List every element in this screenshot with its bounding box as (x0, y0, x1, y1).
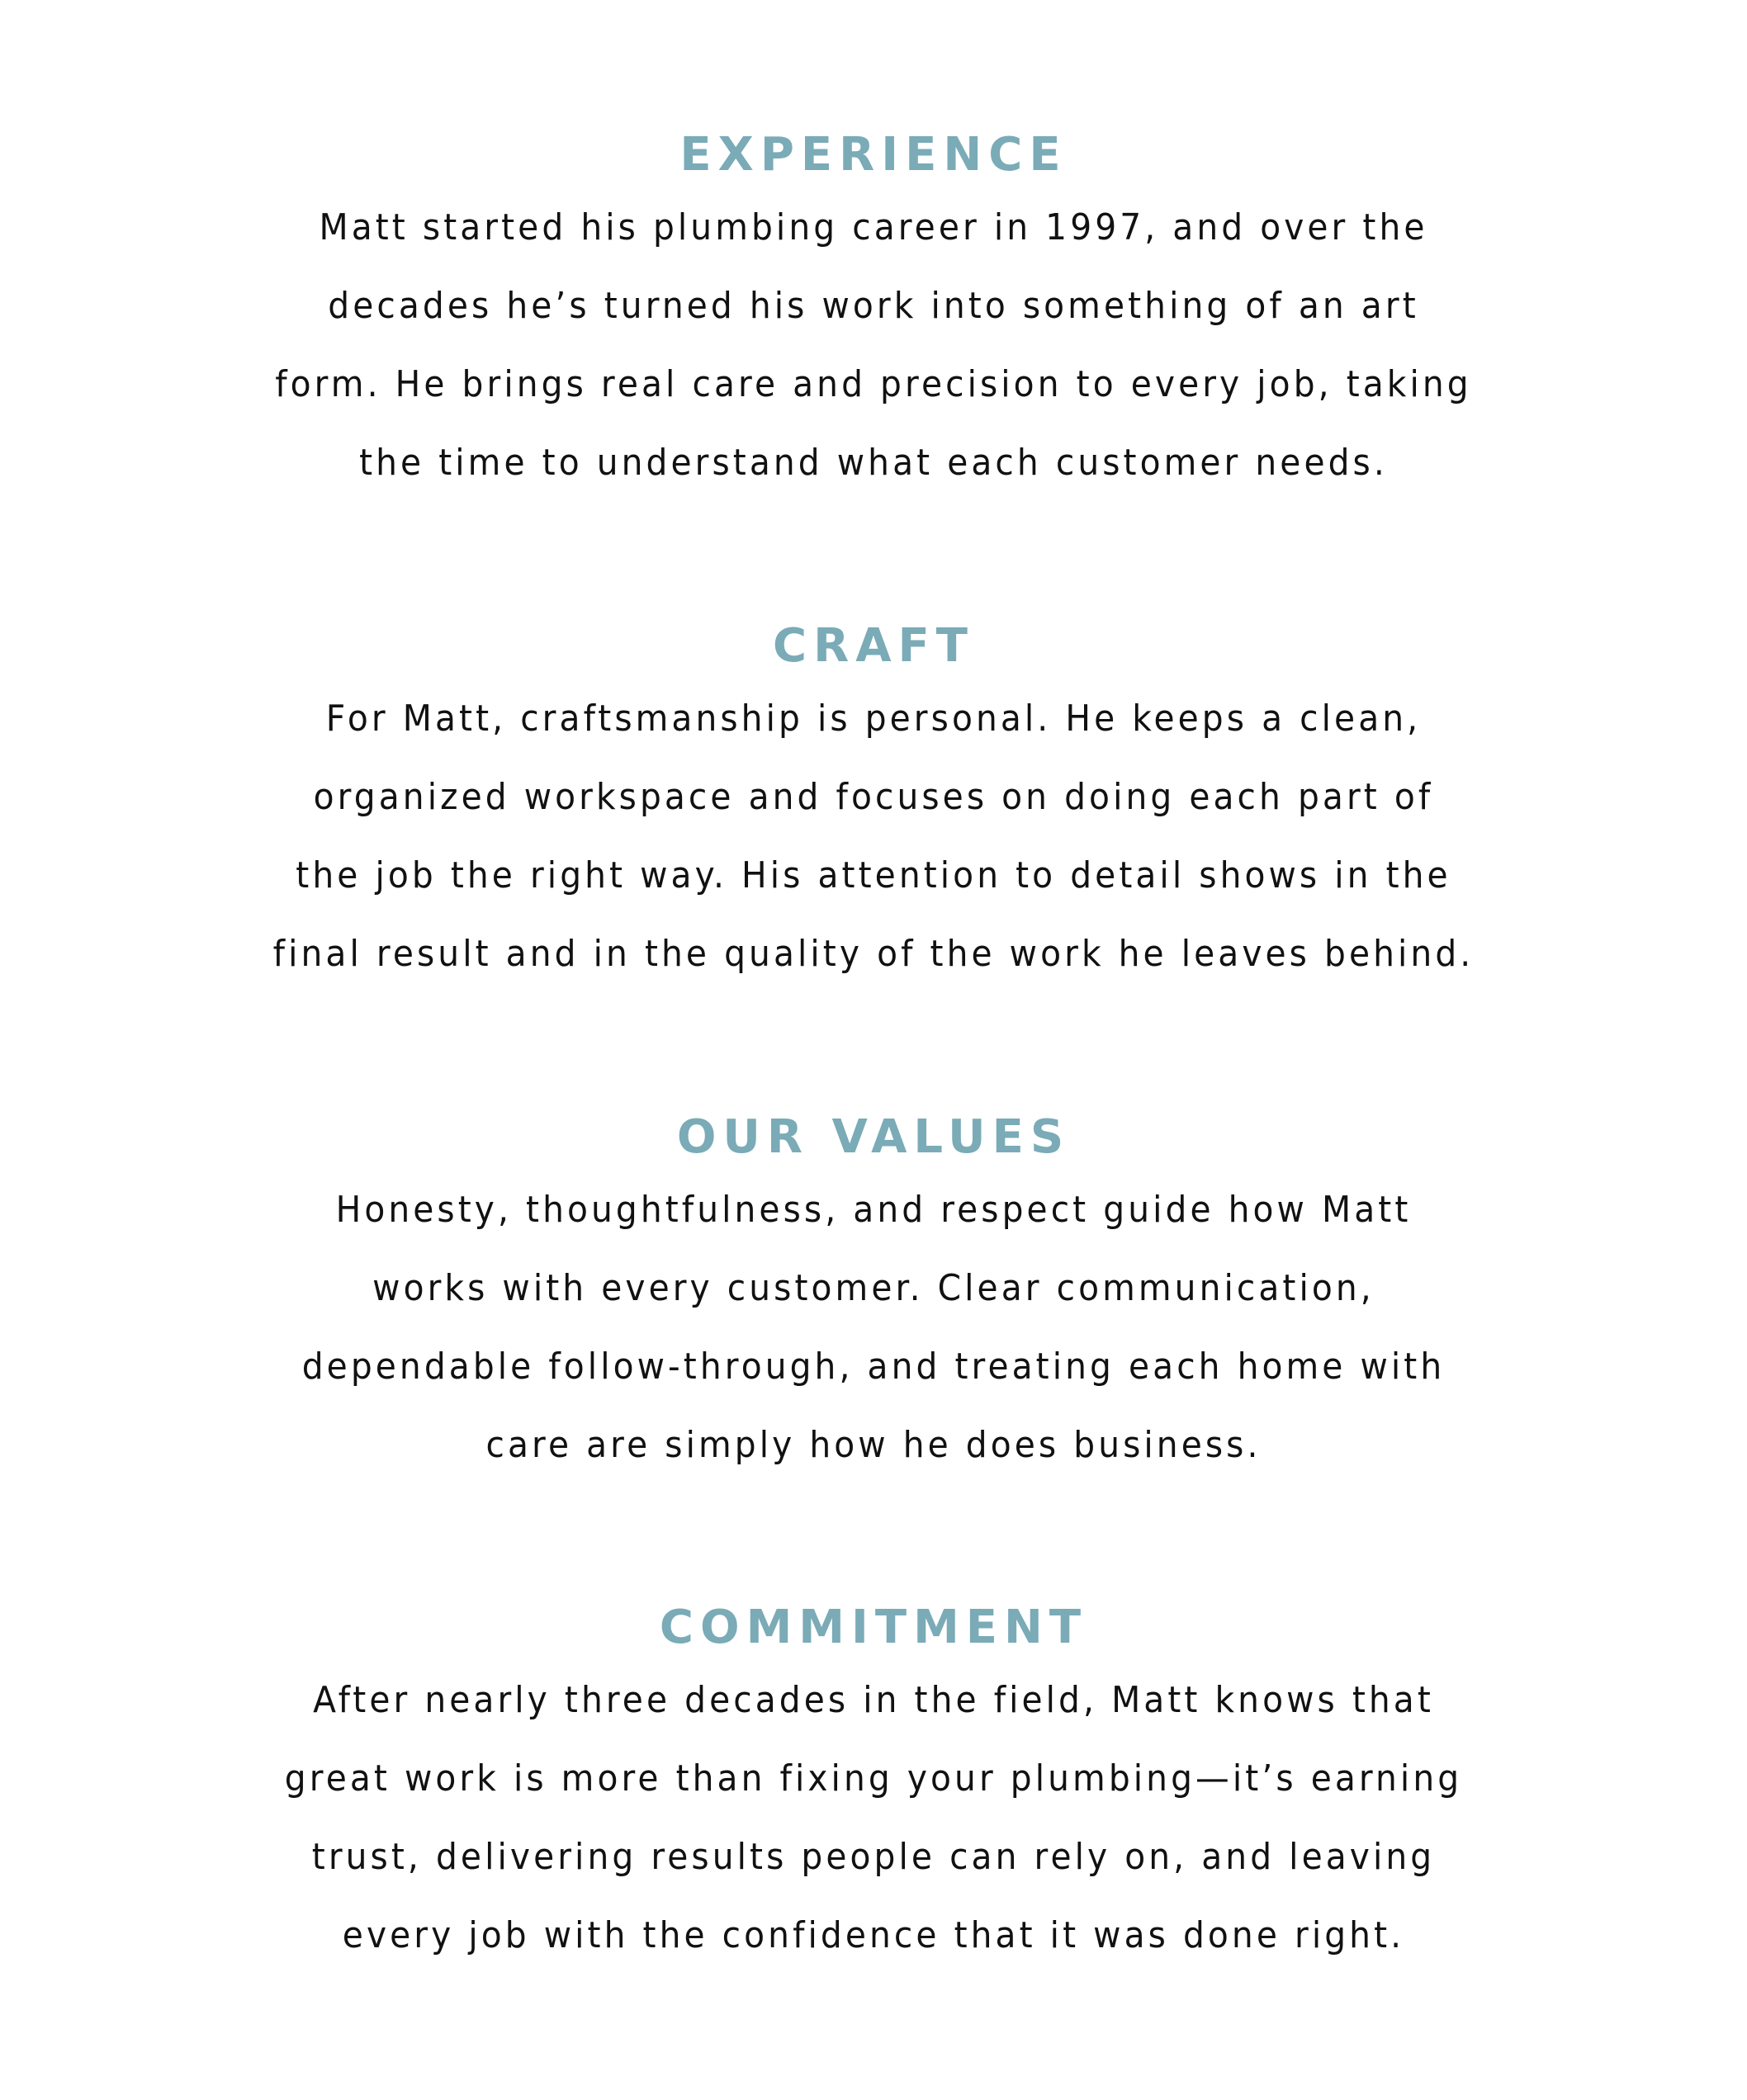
values-heading: OUR VALUES (676, 1110, 1071, 1164)
text-line: Honesty, thoughtfulness, and respect guide how Matt (335, 1189, 1412, 1231)
text-line: the time to understand what each customer needs. (359, 442, 1388, 484)
values-section (0, 1104, 1747, 1484)
text-line: the job the right way. His attention to detail shows in the (296, 854, 1451, 896)
text-line: trust, delivering results people can rely on, and leaving (311, 1836, 1436, 1878)
commitment-text (0, 1661, 1747, 1975)
craft-heading: CRAFT (772, 619, 974, 673)
text-line: every job with the confidence that it was done right. (342, 1914, 1405, 1956)
craft-text (0, 679, 1747, 993)
experience-section (0, 122, 1747, 502)
craft-section (0, 613, 1747, 993)
commitment-heading: COMMITMENT (659, 1601, 1088, 1654)
experience-text (0, 188, 1747, 502)
values-text (0, 1171, 1747, 1484)
text-line: decades he’s turned his work into something of an art (328, 285, 1419, 327)
text-line: form. He brings real care and precision to every job, taking (275, 363, 1472, 405)
text-line: dependable follow-through, and treating each home with (301, 1346, 1446, 1388)
text-line: For Matt, craftsmanship is personal. He keeps a clean, (325, 698, 1422, 740)
text-line: After nearly three decades in the field, Matt knows that (313, 1679, 1434, 1721)
text-line: great work is more than fixing your plumbing—it’s earning (284, 1757, 1463, 1800)
commitment-section (0, 1595, 1747, 1975)
text-line: final result and in the quality of the work he leaves behind. (272, 933, 1475, 975)
text-line: care are simply how he does business. (485, 1424, 1262, 1466)
experience-heading: EXPERIENCE (679, 128, 1068, 182)
text-line: organized workspace and focuses on doing each part of (313, 776, 1434, 818)
text-line: works with every customer. Clear communication, (372, 1267, 1375, 1309)
text-line: Matt started his plumbing career in 1997, and over the (319, 206, 1428, 248)
